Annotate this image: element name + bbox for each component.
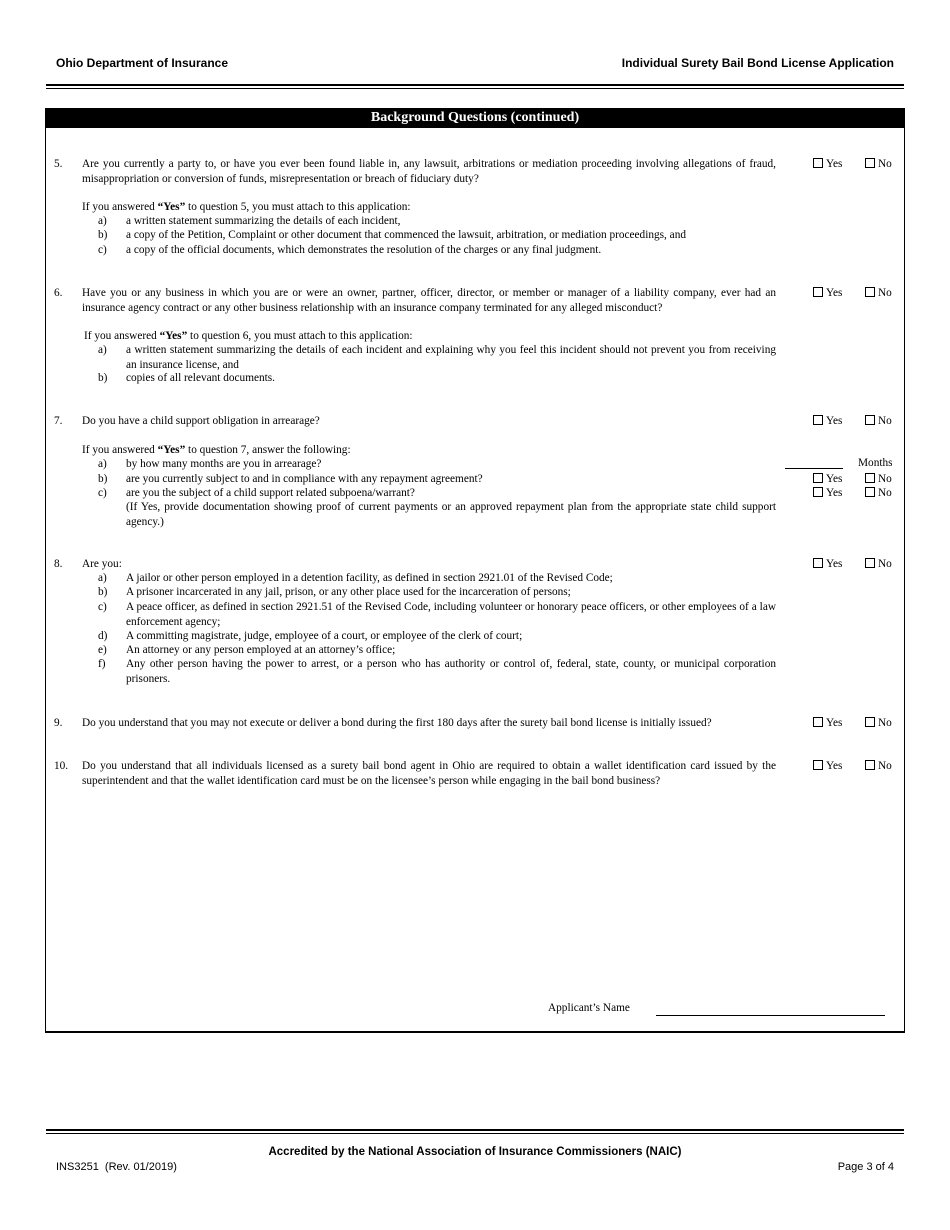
question-text: Are you: [82, 558, 122, 570]
checkbox-icon [813, 415, 823, 425]
q7b-yes-checkbox[interactable]: Yes [813, 472, 842, 486]
footer-accreditation: Accredited by the National Association of Insurance Commissioners (NAIC) [268, 1146, 682, 1158]
q5-yes-checkbox[interactable]: Yes [813, 157, 842, 171]
checkbox-icon [865, 473, 875, 483]
section-title: Background Questions (continued) [45, 108, 905, 128]
question-text: Do you have a child support obligation in arrearage? [82, 415, 320, 427]
checkbox-icon [813, 158, 823, 168]
q6-yes-checkbox[interactable]: Yes [813, 286, 842, 300]
question-number: 6. [54, 287, 63, 299]
q5-no-checkbox[interactable]: No [865, 157, 892, 171]
checkbox-icon [865, 558, 875, 568]
question-text: Do you understand that all individuals licensed as a surety bail bond agent in Ohio are required to obtain a wallet identification card issued by the superintendent and that the wallet identification card must be on the licensee’s person while engaging in the bail bond business? [82, 760, 776, 787]
q9-yes-checkbox[interactable]: Yes [813, 716, 842, 730]
checkbox-icon [865, 487, 875, 497]
checkbox-icon [813, 473, 823, 483]
months-input-line[interactable] [785, 468, 843, 469]
footer-rule-thin [46, 1133, 904, 1134]
header-rule-thin [46, 88, 904, 89]
checkbox-icon [865, 287, 875, 297]
question-text: Are you currently a party to, or have you ever been found liable in, any lawsuit, arbitrations or mediation proceeding involving allegations of fraud, misappropriation or conversion of funds, misrepresentation or breach of fiduciary duty? [82, 158, 776, 185]
q7-no-checkbox[interactable]: No [865, 414, 892, 428]
question-text: Have you or any business in which you are or were an owner, partner, officer, director, or member or manager of a liability company, ever had an insurance agency contract or any other business relationship with an insurance company terminated for any alleged misconduct? [82, 287, 776, 314]
question-number: 8. [54, 558, 63, 570]
question-number: 7. [54, 415, 63, 427]
question-number: 5. [54, 158, 63, 170]
header-rule [46, 84, 904, 86]
checkbox-icon [865, 415, 875, 425]
question-text: Do you understand that you may not execute or deliver a bond during the first 180 days after the surety bail bond license is initially issued? [82, 717, 712, 729]
footer-form-id: INS3251 (Rev. 01/2019) [56, 1161, 177, 1173]
question-number: 10. [54, 760, 69, 772]
footer-page-number: Page 3 of 4 [837, 1161, 894, 1173]
q7-yes-checkbox[interactable]: Yes [813, 414, 842, 428]
checkbox-icon [865, 717, 875, 727]
checkbox-icon [813, 558, 823, 568]
checkbox-icon [813, 287, 823, 297]
q6-no-checkbox[interactable]: No [865, 286, 892, 300]
checkbox-icon [865, 158, 875, 168]
q7c-no-checkbox[interactable]: No [865, 486, 892, 500]
q8-yes-checkbox[interactable]: Yes [813, 557, 842, 571]
footer-rule [46, 1129, 904, 1131]
checkbox-icon [813, 717, 823, 727]
applicant-name-field[interactable] [656, 1015, 885, 1016]
checkbox-icon [813, 487, 823, 497]
header-agency: Ohio Department of Insurance [56, 56, 229, 70]
header-form-title: Individual Surety Bail Bond License Application [621, 56, 894, 70]
q10-no-checkbox[interactable]: No [865, 759, 892, 773]
q9-no-checkbox[interactable]: No [865, 716, 892, 730]
q10-yes-checkbox[interactable]: Yes [813, 759, 842, 773]
checkbox-icon [865, 760, 875, 770]
q7c-yes-checkbox[interactable]: Yes [813, 486, 842, 500]
q7b-no-checkbox[interactable]: No [865, 472, 892, 486]
applicant-name-label: Applicant’s Name [548, 1002, 630, 1014]
months-label: Months [858, 457, 893, 469]
q8-no-checkbox[interactable]: No [865, 557, 892, 571]
checkbox-icon [813, 760, 823, 770]
question-number: 9. [54, 717, 63, 729]
